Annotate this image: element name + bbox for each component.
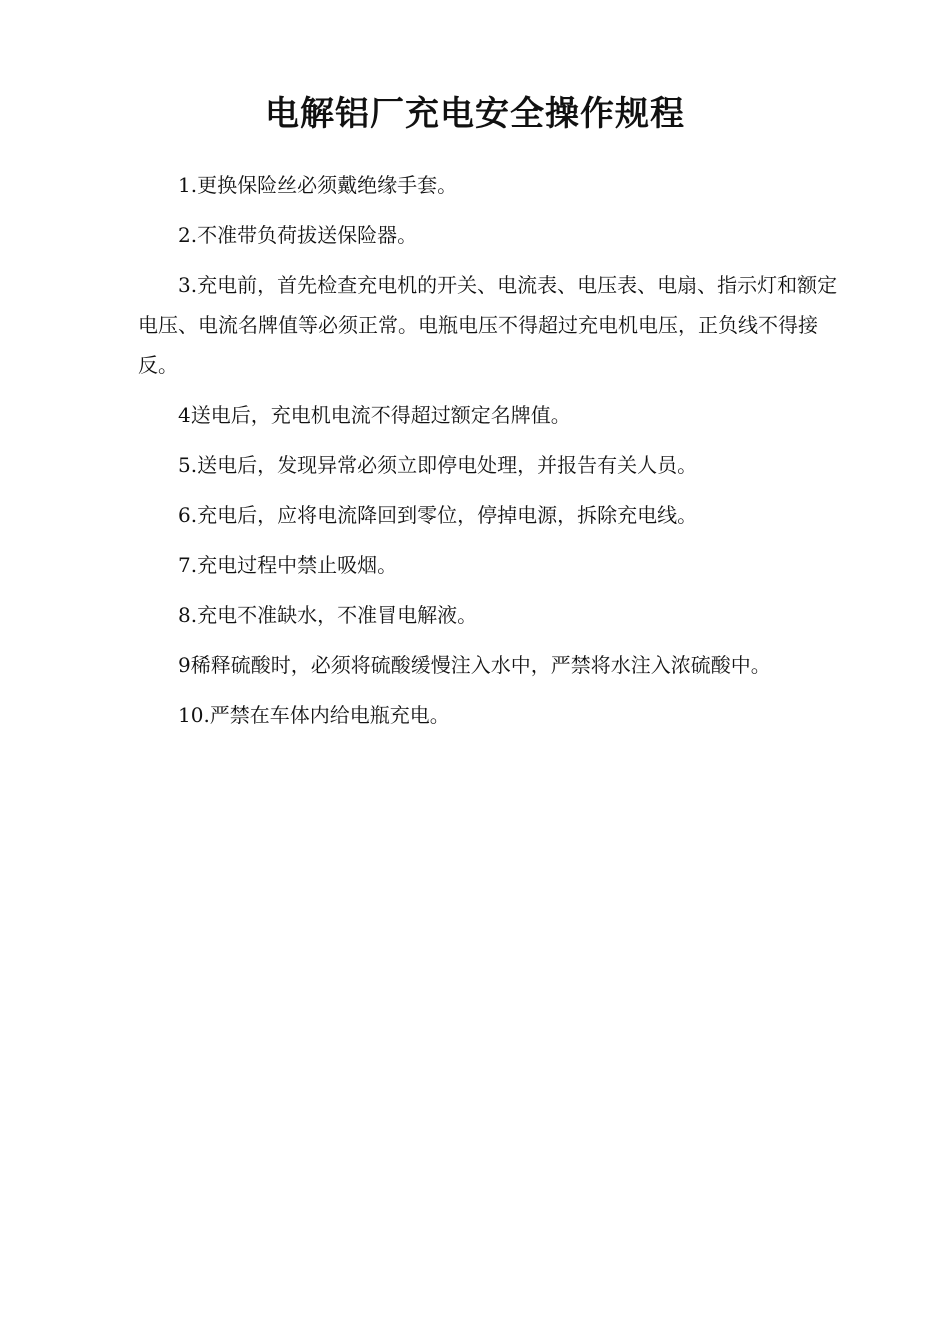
rule-paragraph-7: 7.充电过程中禁止吸烟。: [178, 553, 398, 577]
rule-paragraph-6: 6.充电后，应将电流降回到零位，停掉电源，拆除充电线。: [178, 503, 698, 527]
rule-paragraph-5: 5.送电后，发现异常必须立即停电处理，并报告有关人员。: [178, 453, 698, 477]
rule-paragraph-1: 1.更换保险丝必须戴绝缘手套。: [178, 173, 458, 197]
rule-paragraph-4: 4送电后，充电机电流不得超过额定名牌值。: [178, 403, 571, 427]
rule-paragraph-8: 8.充电不准缺水，不准冒电解液。: [178, 603, 478, 627]
rule-paragraph-9: 9稀释硫酸时，必须将硫酸缓慢注入水中，严禁将水注入浓硫酸中。: [178, 653, 771, 677]
rule-paragraph-2: 2.不准带负荷拔送保险器。: [178, 223, 418, 247]
rule-paragraph-3: 3.充电前，首先检查充电机的开关、电流表、电压表、电扇、指示灯和额定 电压、电流名牌值等必须正常。电瓶电压不得超过充电机电压，正负线不得接反。: [138, 273, 838, 377]
document-body: [138, 165, 838, 745]
document-title: 电解铝厂充电安全操作规程: [265, 94, 685, 134]
rule-paragraph-10: 10.严禁在车体内给电瓶充电。: [178, 703, 450, 727]
